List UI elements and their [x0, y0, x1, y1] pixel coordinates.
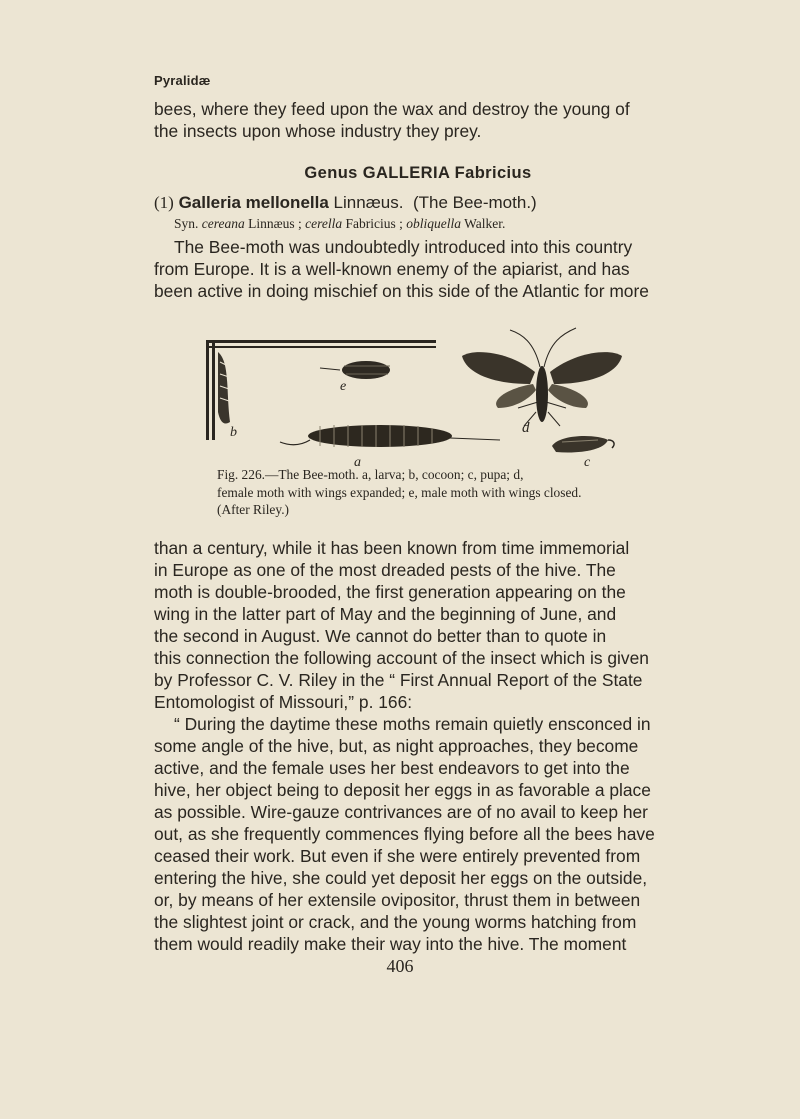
female-moth-d-drawing [462, 328, 622, 426]
figure-label-b: b [230, 425, 237, 440]
text-line: bees, where they feed upon the wax and destroy the young of [154, 99, 630, 119]
text-line: the second in August. We cannot do better than to quote in [154, 626, 607, 646]
text-line: wing in the latter part of May and the beginning of June, and [154, 604, 617, 624]
paragraph-1 [154, 236, 682, 302]
synonymy [174, 216, 505, 232]
intro-paragraph [154, 98, 682, 142]
bee-moth-illustration [200, 322, 630, 472]
text-line: the insects upon whose industry they prey. [154, 121, 482, 141]
running-head: Pyralidæ [154, 73, 211, 88]
text-line: them would readily make their way into the hive. The moment [154, 934, 627, 954]
larva-a-drawing [280, 425, 500, 447]
text-line: ceased their work. But even if she were entirely prevented from [154, 846, 641, 866]
text-line: from Europe. It is a well-known enemy of the apiarist, and has [154, 259, 630, 279]
male-moth-c-drawing [552, 436, 614, 452]
synonym-name: cerella [305, 216, 343, 231]
figure-label-c: c [584, 455, 591, 470]
text-line: hive, her object being to deposit her eggs in as favorable a place [154, 780, 651, 800]
synonym-author: Fabricius ; [345, 216, 403, 231]
text-line: moth is double-brooded, the first generation appearing on the [154, 582, 626, 602]
text-line: The Bee-moth was undoubtedly introduced into this country [174, 237, 633, 257]
text-line: or, by means of her extensile ovipositor, thrust them in between [154, 890, 641, 910]
species-author: Linnæus. [333, 193, 404, 212]
text-line: by Professor C. V. Riley in the “ First Annual Report of the State [154, 670, 643, 690]
species-heading [154, 193, 537, 213]
genus-heading: Genus GALLERIA Fabricius [304, 164, 532, 182]
text-line: the slightest joint or crack, and the young worms hatching from [154, 912, 637, 932]
caption-line: (After Riley.) [217, 502, 290, 517]
text-line: as possible. Wire-gauze contrivances are of no avail to keep her [154, 802, 648, 822]
species-name: Galleria mellonella [178, 193, 329, 212]
cocoon-b-drawing [206, 340, 436, 440]
text-line: “ During the daytime these moths remain quietly ensconced in [174, 714, 651, 734]
text-line: Entomologist of Missouri,” p. 166: [154, 692, 413, 712]
synonym-author: Linnæus ; [248, 216, 302, 231]
text-line: this connection the following account of the insect which is given [154, 648, 649, 668]
synonym-name: obliquella [406, 216, 461, 231]
text-line: entering the hive, she could yet deposit her eggs on the outside, [154, 868, 648, 888]
caption-line: female moth with wings expanded; e, male moth with wings closed. [217, 484, 582, 500]
pupa-e-drawing [320, 361, 390, 379]
paragraph-2 [154, 537, 682, 713]
synonym-name: cereana [201, 216, 245, 231]
species-common-name: (The Bee-moth.) [412, 193, 537, 212]
quotation-paragraph [154, 713, 682, 955]
species-number: (1) [154, 193, 174, 212]
text-line: active, and the female uses her best endeavors to get into the [154, 758, 630, 778]
synonymy-prefix: Syn. [174, 216, 199, 231]
text-line: than a century, while it has been known from time immemorial [154, 538, 630, 558]
text-line: in Europe as one of the most dreaded pests of the hive. The [154, 560, 616, 580]
text-line: been active in doing mischief on this side of the Atlantic for more [154, 281, 649, 301]
text-line: some angle of the hive, but, as night approaches, they become [154, 736, 639, 756]
figure-label-e: e [340, 379, 347, 394]
figure-label-a: a [354, 455, 361, 470]
figure-caption [217, 466, 637, 519]
text-line: out, as she frequently commences flying before all the bees have [154, 824, 655, 844]
caption-line: Fig. 226.—The Bee-moth. a, larva; b, cocoon; c, pupa; d, [217, 467, 524, 482]
synonym-author: Walker. [464, 216, 506, 231]
page-number: 406 [386, 956, 414, 976]
figure-label-d: d [522, 420, 530, 436]
